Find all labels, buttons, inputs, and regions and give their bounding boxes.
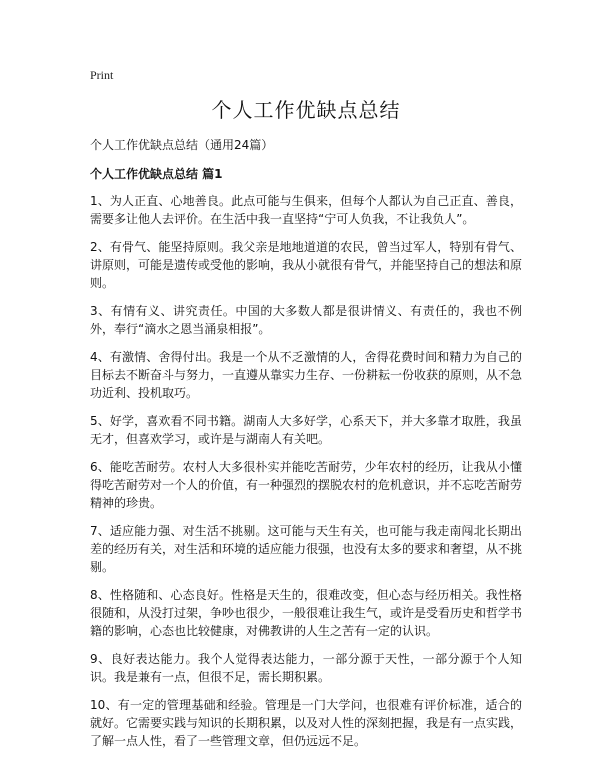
document-page [90, 68, 522, 760]
paragraph-10: 10、有一定的管理基础和经验。管理是一门大学问，也很难有评价标准，适合的就好。它需要实践与知识的长期积累，以及对人性的深刻把握，我是有一点实践，了解一点人性，看了一些管理文章，但仍远远不足。 [90, 698, 523, 748]
paragraph-4: 4、有激情、舍得付出。我是一个从不乏激情的人，舍得花费时间和精力为自己的目标去不断奋斗与努力，一直遵从靠实力生存、一份耕耘一份收获的原则，从不急功近利、投机取巧。 [90, 350, 523, 400]
print-link[interactable]: Print [90, 68, 114, 82]
paragraph-5: 5、好学，喜欢看不同书籍。湖南人大多好学，心系天下，并大多靠才取胜，我虽无才，但喜欢学习，或许是与湖南人有关吧。 [90, 414, 522, 446]
paragraph-8: 8、性格随和、心态良好。性格是天生的，很难改变，但心态与经历相关。我性格很随和，从没打过架，争吵也很少，一般很难让我生气，或许是受看历史和哲学书籍的影响，心态也比较健康，对佛教讲的人生之苦有一定的认识。 [90, 588, 523, 638]
paragraph-9: 9、良好表达能力。我个人觉得表达能力，一部分源于天性，一部分源于个人知识。我是兼有一点，但很不足，需长期积累。 [90, 652, 522, 684]
paragraph-7: 7、适应能力强、对生活不挑剔。这可能与天生有关，也可能与我走南闯北长期出差的经历有关，对生活和环境的适应能力很强，也没有太多的要求和奢望，从不挑剔。 [90, 524, 523, 574]
page-title: 个人工作优缺点总结 [211, 98, 401, 122]
paragraph-3: 3、有情有义、讲究责任。中国的大多数人都是很讲情义、有责任的，我也不例外，奉行“滴水之恩当涌泉相报”。 [90, 304, 522, 336]
paragraph-2: 2、有骨气、能坚持原则。我父亲是地地道道的农民，曾当过军人，特别有骨气、讲原则，可能是遗传或受他的影响，我从小就很有骨气，并能坚持自己的想法和原则。 [90, 240, 523, 290]
document-subtitle: 个人工作优缺点总结（通用24篇） [90, 138, 274, 152]
section-heading: 个人工作优缺点总结 篇1 [90, 167, 223, 181]
paragraph-1: 1、为人正直、心地善良。此点可能与生俱来，但每个人都认为自己正直、善良，需要多让他人去评价。在生活中我一直坚持“宁可人负我，不让我负人”。 [90, 194, 522, 226]
paragraph-6: 6、能吃苦耐劳。农村人大多很朴实并能吃苦耐劳，少年农村的经历，让我从小懂得吃苦耐劳对一个人的价值，有一种强烈的摆脱农村的危机意识，并不忘吃苦耐劳精神的珍贵。 [90, 460, 523, 510]
